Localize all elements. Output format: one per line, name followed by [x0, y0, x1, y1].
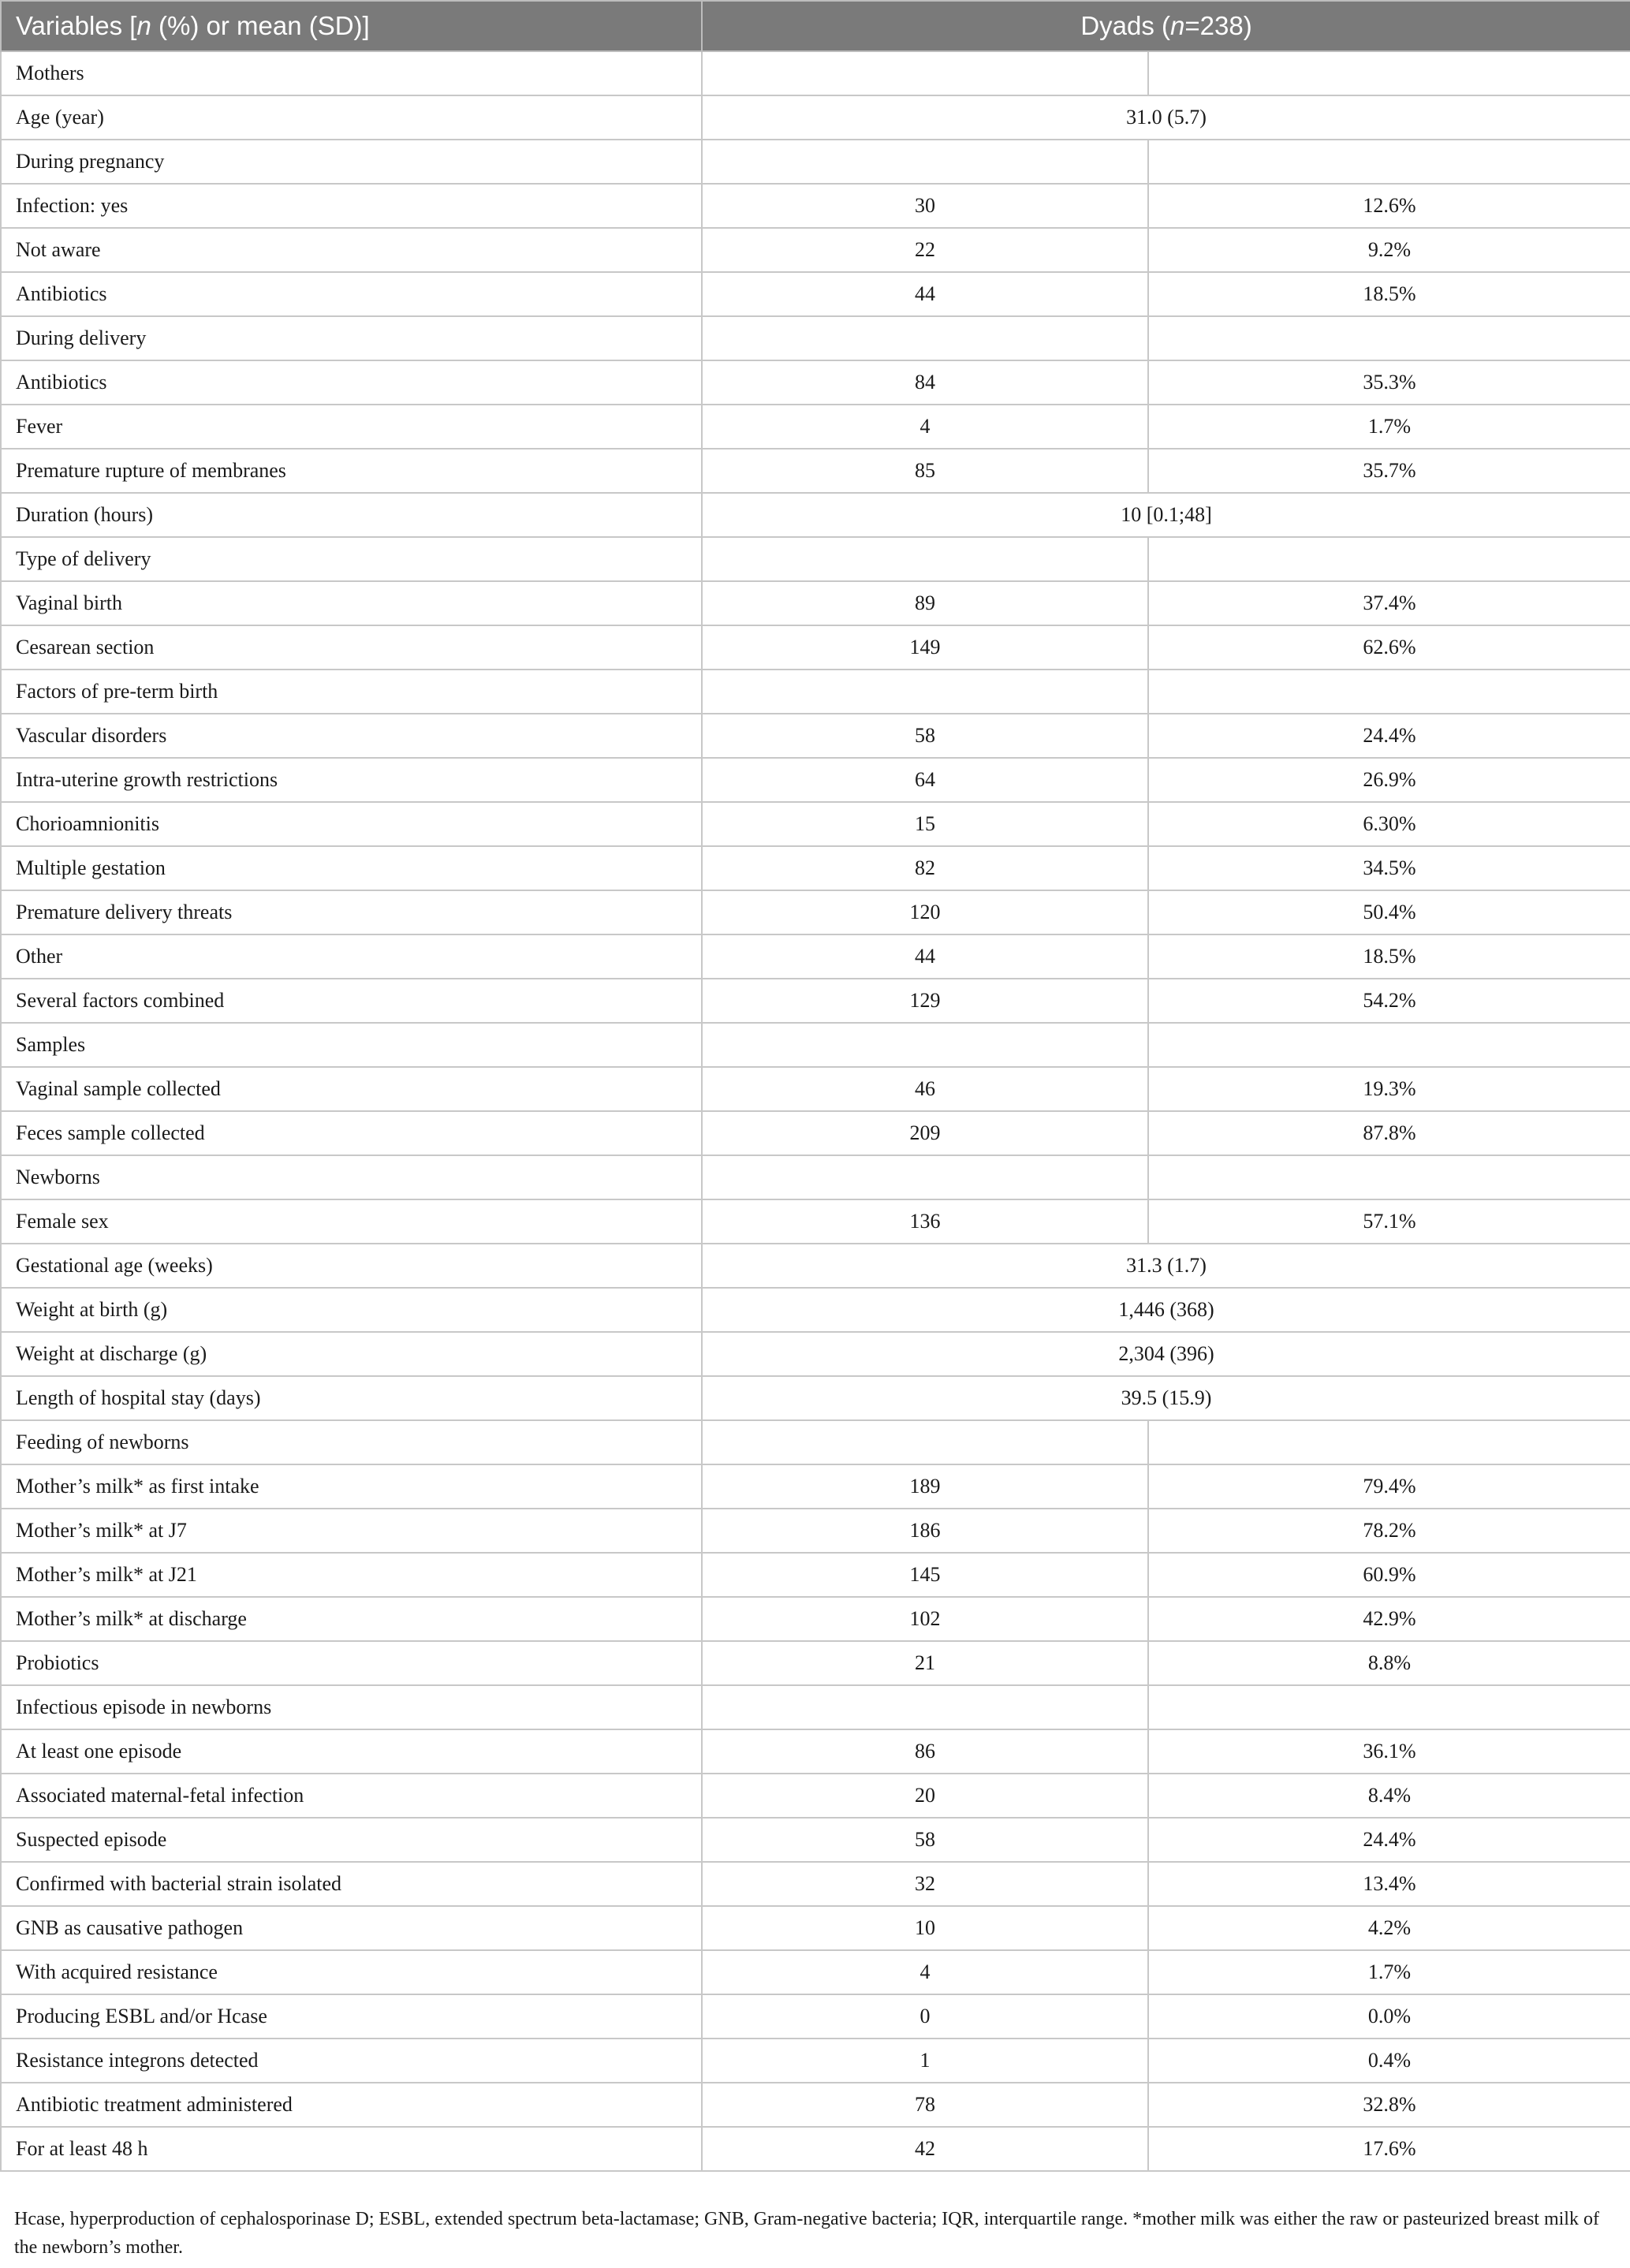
- count-value: 186: [702, 1509, 1148, 1553]
- empty-cell: [702, 537, 1148, 581]
- table-row: [1, 405, 1630, 449]
- percent-value: 24.4%: [1148, 1818, 1630, 1862]
- percent-value: 8.8%: [1148, 1641, 1630, 1685]
- count-value: 22: [702, 228, 1148, 272]
- percent-value: 8.4%: [1148, 1774, 1630, 1818]
- variable-label: Age (year): [1, 95, 702, 140]
- percent-value: 18.5%: [1148, 272, 1630, 316]
- percent-value: 54.2%: [1148, 979, 1630, 1023]
- variable-label: Female sex: [1, 1199, 702, 1244]
- percent-value: 50.4%: [1148, 890, 1630, 934]
- variable-label: Weight at discharge (g): [1, 1332, 702, 1376]
- variable-label: Probiotics: [1, 1641, 702, 1685]
- table-row: [1, 2127, 1630, 2171]
- percent-value: 78.2%: [1148, 1509, 1630, 1553]
- variable-label: Weight at birth (g): [1, 1288, 702, 1332]
- count-value: 85: [702, 449, 1148, 493]
- percent-value: 42.9%: [1148, 1597, 1630, 1641]
- variable-label: Gestational age (weeks): [1, 1244, 702, 1288]
- count-value: 15: [702, 802, 1148, 846]
- variable-label: Suspected episode: [1, 1818, 702, 1862]
- table-row: [1, 1288, 1630, 1332]
- table-row: [1, 846, 1630, 890]
- section-label: Infectious episode in newborns: [1, 1685, 702, 1729]
- table-row: [1, 1818, 1630, 1862]
- table-row: [1, 670, 1630, 714]
- percent-value: 32.8%: [1148, 2083, 1630, 2127]
- empty-cell: [702, 1685, 1148, 1729]
- empty-cell: [1148, 316, 1630, 360]
- table-row: [1, 1332, 1630, 1376]
- empty-cell: [1148, 537, 1630, 581]
- empty-cell: [1148, 1420, 1630, 1464]
- table-row: [1, 934, 1630, 979]
- section-label: Type of delivery: [1, 537, 702, 581]
- count-value: 46: [702, 1067, 1148, 1111]
- variable-label: GNB as causative pathogen: [1, 1906, 702, 1950]
- count-value: 86: [702, 1729, 1148, 1774]
- empty-cell: [702, 1155, 1148, 1199]
- table-row: [1, 140, 1630, 184]
- summary-value: 31.0 (5.7): [702, 95, 1630, 140]
- variable-label: Chorioamnionitis: [1, 802, 702, 846]
- percent-value: 87.8%: [1148, 1111, 1630, 1155]
- table-row: [1, 979, 1630, 1023]
- section-label: During delivery: [1, 316, 702, 360]
- variable-label: Mother’s milk* at J21: [1, 1553, 702, 1597]
- percent-value: 36.1%: [1148, 1729, 1630, 1774]
- table-row: [1, 449, 1630, 493]
- count-value: 189: [702, 1464, 1148, 1509]
- count-value: 84: [702, 360, 1148, 405]
- table-row: [1, 228, 1630, 272]
- table-row: [1, 1553, 1630, 1597]
- percent-value: 12.6%: [1148, 184, 1630, 228]
- count-value: 30: [702, 184, 1148, 228]
- percent-value: 6.30%: [1148, 802, 1630, 846]
- percent-value: 35.7%: [1148, 449, 1630, 493]
- percent-value: 26.9%: [1148, 758, 1630, 802]
- variable-label: For at least 48 h: [1, 2127, 702, 2171]
- percent-value: 60.9%: [1148, 1553, 1630, 1597]
- table-body: [1, 51, 1630, 2171]
- variable-label: Fever: [1, 405, 702, 449]
- table-row: [1, 1597, 1630, 1641]
- section-label: Mothers: [1, 51, 702, 95]
- variable-label: Associated maternal-fetal infection: [1, 1774, 702, 1818]
- count-value: 32: [702, 1862, 1148, 1906]
- percent-value: 9.2%: [1148, 228, 1630, 272]
- table-row: [1, 1509, 1630, 1553]
- table-row: [1, 1994, 1630, 2039]
- percent-value: 62.6%: [1148, 625, 1630, 670]
- empty-cell: [702, 51, 1148, 95]
- table-row: [1, 184, 1630, 228]
- empty-cell: [1148, 670, 1630, 714]
- percent-value: 19.3%: [1148, 1067, 1630, 1111]
- variable-label: Mother’s milk* at discharge: [1, 1597, 702, 1641]
- table-row: [1, 890, 1630, 934]
- variable-label: Length of hospital stay (days): [1, 1376, 702, 1420]
- variable-label: Antibiotics: [1, 272, 702, 316]
- variable-label: Mother’s milk* at J7: [1, 1509, 702, 1553]
- count-value: 129: [702, 979, 1148, 1023]
- percent-value: 0.4%: [1148, 2039, 1630, 2083]
- header-variables: Variables [n (%) or mean (SD)]: [1, 1, 702, 51]
- empty-cell: [702, 1023, 1148, 1067]
- empty-cell: [1148, 140, 1630, 184]
- count-value: 78: [702, 2083, 1148, 2127]
- count-value: 44: [702, 934, 1148, 979]
- table-row: [1, 1950, 1630, 1994]
- percent-value: 1.7%: [1148, 1950, 1630, 1994]
- table-row: [1, 1244, 1630, 1288]
- table-row: [1, 2039, 1630, 2083]
- table-row: [1, 1906, 1630, 1950]
- table-row: [1, 1641, 1630, 1685]
- summary-value: 39.5 (15.9): [702, 1376, 1630, 1420]
- table-row: [1, 802, 1630, 846]
- percent-value: 57.1%: [1148, 1199, 1630, 1244]
- empty-cell: [1148, 51, 1630, 95]
- variable-label: Mother’s milk* as first intake: [1, 1464, 702, 1509]
- variable-label: Premature rupture of membranes: [1, 449, 702, 493]
- section-label: Samples: [1, 1023, 702, 1067]
- count-value: 64: [702, 758, 1148, 802]
- percent-value: 35.3%: [1148, 360, 1630, 405]
- table-row: [1, 581, 1630, 625]
- percent-value: 17.6%: [1148, 2127, 1630, 2171]
- count-value: 145: [702, 1553, 1148, 1597]
- empty-cell: [1148, 1685, 1630, 1729]
- variable-label: Feces sample collected: [1, 1111, 702, 1155]
- count-value: 20: [702, 1774, 1148, 1818]
- count-value: 44: [702, 272, 1148, 316]
- table-row: [1, 1376, 1630, 1420]
- count-value: 209: [702, 1111, 1148, 1155]
- variable-label: Vaginal sample collected: [1, 1067, 702, 1111]
- table-row: [1, 360, 1630, 405]
- summary-value: 31.3 (1.7): [702, 1244, 1630, 1288]
- table-row: [1, 714, 1630, 758]
- table-row: [1, 1685, 1630, 1729]
- count-value: 89: [702, 581, 1148, 625]
- variable-label: Antibiotics: [1, 360, 702, 405]
- variable-label: Producing ESBL and/or Hcase: [1, 1994, 702, 2039]
- count-value: 10: [702, 1906, 1148, 1950]
- count-value: 102: [702, 1597, 1148, 1641]
- count-value: 0: [702, 1994, 1148, 2039]
- table-row: [1, 95, 1630, 140]
- table-row: [1, 272, 1630, 316]
- table-row: [1, 537, 1630, 581]
- percent-value: 37.4%: [1148, 581, 1630, 625]
- count-value: 149: [702, 625, 1148, 670]
- variable-label: Duration (hours): [1, 493, 702, 537]
- table-row: [1, 51, 1630, 95]
- percent-value: 13.4%: [1148, 1862, 1630, 1906]
- count-value: 1: [702, 2039, 1148, 2083]
- table-footnote: Hcase, hyperproduction of cephalosporinase D; ESBL, extended spectrum beta-lactamase; GNB, Gram-negative bacteria; IQR, interquartile range. *mother milk was either the raw or pasteurized breast milk of the newborn’s mother.: [14, 2209, 1599, 2258]
- variable-label: Vaginal birth: [1, 581, 702, 625]
- variable-label: Infection: yes: [1, 184, 702, 228]
- variable-label: Intra-uterine growth restrictions: [1, 758, 702, 802]
- variable-label: Antibiotic treatment administered: [1, 2083, 702, 2127]
- percent-value: 18.5%: [1148, 934, 1630, 979]
- variable-label: Confirmed with bacterial strain isolated: [1, 1862, 702, 1906]
- variable-label: Cesarean section: [1, 625, 702, 670]
- table-row: [1, 1420, 1630, 1464]
- table-row: [1, 1464, 1630, 1509]
- percent-value: 4.2%: [1148, 1906, 1630, 1950]
- variable-label: Vascular disorders: [1, 714, 702, 758]
- variable-label: Resistance integrons detected: [1, 2039, 702, 2083]
- empty-cell: [702, 140, 1148, 184]
- percent-value: 1.7%: [1148, 405, 1630, 449]
- section-label: Newborns: [1, 1155, 702, 1199]
- variable-label: Premature delivery threats: [1, 890, 702, 934]
- variable-label: At least one episode: [1, 1729, 702, 1774]
- count-value: 42: [702, 2127, 1148, 2171]
- count-value: 120: [702, 890, 1148, 934]
- empty-cell: [702, 316, 1148, 360]
- empty-cell: [702, 1420, 1148, 1464]
- percent-value: 0.0%: [1148, 1994, 1630, 2039]
- count-value: 4: [702, 405, 1148, 449]
- count-value: 136: [702, 1199, 1148, 1244]
- count-value: 21: [702, 1641, 1148, 1685]
- table-row: [1, 758, 1630, 802]
- count-value: 4: [702, 1950, 1148, 1994]
- summary-value: 1,446 (368): [702, 1288, 1630, 1332]
- table-row: [1, 1862, 1630, 1906]
- header-dyads: Dyads (n=238): [702, 1, 1630, 51]
- summary-value: 10 [0.1;48]: [702, 493, 1630, 537]
- table-row: [1, 493, 1630, 537]
- empty-cell: [702, 670, 1148, 714]
- table-row: [1, 1023, 1630, 1067]
- empty-cell: [1148, 1023, 1630, 1067]
- variable-label: With acquired resistance: [1, 1950, 702, 1994]
- count-value: 82: [702, 846, 1148, 890]
- variable-label: Multiple gestation: [1, 846, 702, 890]
- table-row: [1, 2083, 1630, 2127]
- table-row: [1, 625, 1630, 670]
- table-row: [1, 1155, 1630, 1199]
- count-value: 58: [702, 714, 1148, 758]
- summary-value: 2,304 (396): [702, 1332, 1630, 1376]
- variable-label: Other: [1, 934, 702, 979]
- table-row: [1, 1774, 1630, 1818]
- table-row: [1, 1111, 1630, 1155]
- percent-value: 24.4%: [1148, 714, 1630, 758]
- section-label: During pregnancy: [1, 140, 702, 184]
- table-row: [1, 316, 1630, 360]
- table-header: [1, 1, 1630, 51]
- variable-label: Several factors combined: [1, 979, 702, 1023]
- count-value: 58: [702, 1818, 1148, 1862]
- percent-value: 34.5%: [1148, 846, 1630, 890]
- table-row: [1, 1729, 1630, 1774]
- table-row: [1, 1067, 1630, 1111]
- section-label: Factors of pre-term birth: [1, 670, 702, 714]
- variable-label: Not aware: [1, 228, 702, 272]
- percent-value: 79.4%: [1148, 1464, 1630, 1509]
- empty-cell: [1148, 1155, 1630, 1199]
- table-row: [1, 1199, 1630, 1244]
- section-label: Feeding of newborns: [1, 1420, 702, 1464]
